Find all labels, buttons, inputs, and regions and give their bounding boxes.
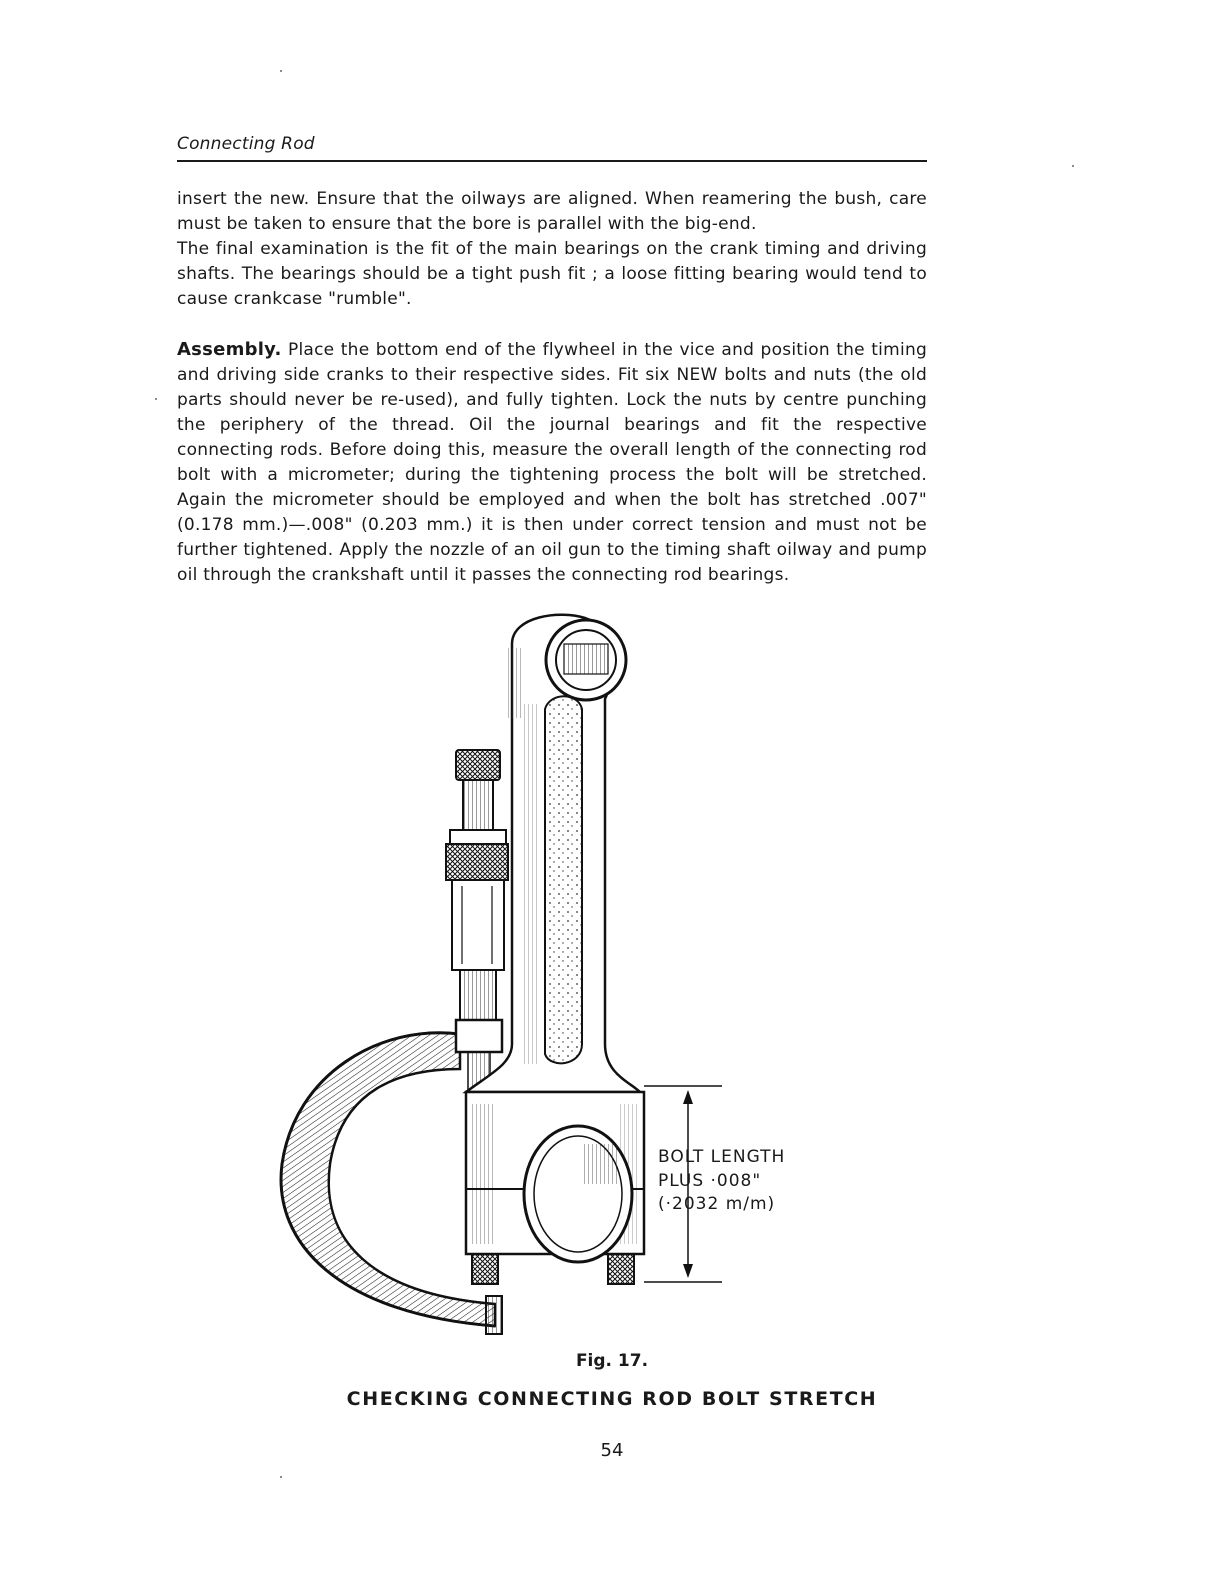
assembly-text: Place the bottom end of the flywheel in the vice and position the timing and driving side cranks to their respective sides. Fit six NEW bolts and nuts (the old parts should never be re-used), and fully tighten. Lock the nuts by centre punching the periphery of the thread. Oil the journal bearings and fit the respective connecting rods. Before doing this, measure the overall length of the connecting rod bolt with a micrometer; during the tightening process the bolt will be stretched. Again the micrometer should be employed and when the bolt has stretched .007" (0.178 mm.)—.008" (0.203 mm.) it is then under correct tension and must not be further tightened. Apply the nozzle of an oil gun to the timing shaft oilway and pump oil through the crankshaft until it passes the connecting rod bearings. bbox=[177, 340, 928, 585]
scan-speck bbox=[280, 1476, 282, 1478]
scan-speck bbox=[280, 70, 282, 72]
running-header: Connecting Rod bbox=[177, 134, 315, 154]
assembly-heading: Assembly. bbox=[177, 339, 282, 360]
micrometer-barrel bbox=[446, 750, 508, 1092]
paragraph-1: insert the new. Ensure that the oilways are aligned. When reamering the bush, care must be taken to ensure that the bore is parallel with the big-end. bbox=[177, 189, 927, 234]
annotation-line-1: BOLT LENGTH bbox=[658, 1147, 786, 1167]
annotation-line-2: PLUS ·008" bbox=[658, 1171, 762, 1191]
annotation-line-3: (·2032 m/m) bbox=[658, 1194, 776, 1214]
paragraph-2: The final examination is the fit of the main bearings on the crank timing and driving shafts. The bearings should be a tight push fit ; a loose fitting bearing would tend to cause crankcase "rumble". bbox=[177, 239, 927, 309]
connecting-rod-illustration bbox=[260, 604, 820, 1344]
page-number: 54 bbox=[600, 1440, 624, 1461]
figure-caption: CHECKING CONNECTING ROD BOLT STRETCH bbox=[346, 1388, 878, 1410]
figure-connecting-rod-micrometer bbox=[260, 604, 820, 1344]
assembly-paragraph bbox=[177, 337, 927, 588]
header-rule bbox=[177, 160, 927, 162]
scan-speck bbox=[155, 398, 157, 400]
figure-label: Fig. 17. bbox=[575, 1351, 649, 1371]
scan-speck bbox=[1072, 165, 1074, 167]
